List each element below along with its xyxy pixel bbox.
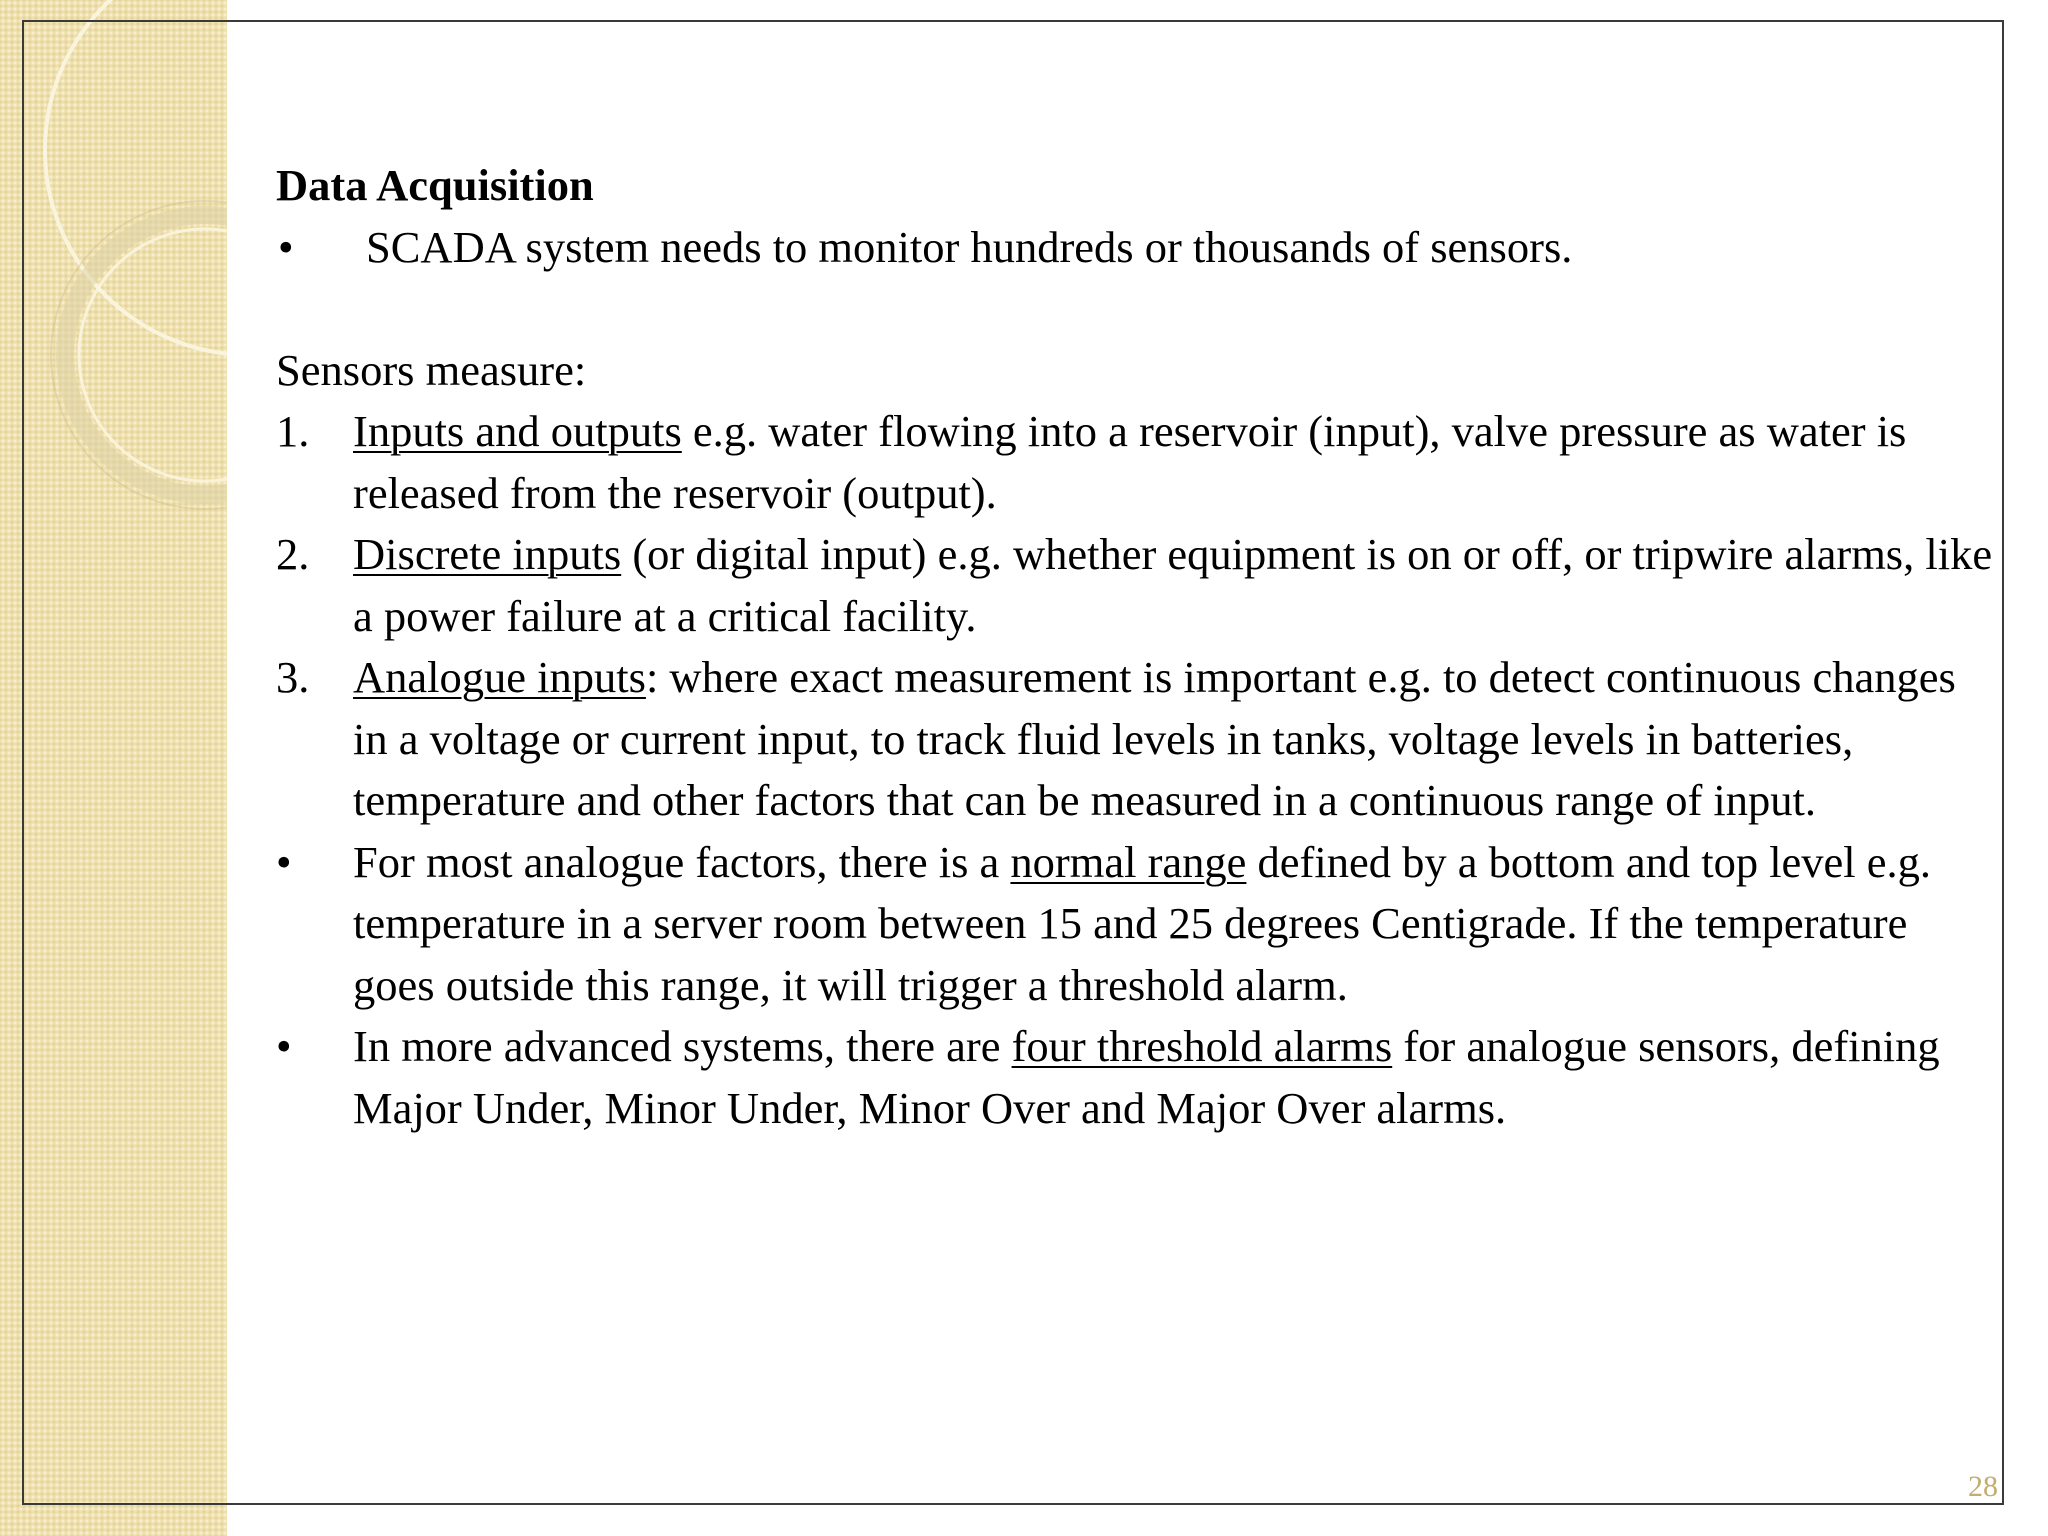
decorative-rings-graphic xyxy=(0,0,227,1536)
bullet-term: four threshold alarms xyxy=(1011,1021,1393,1071)
bullet-text-before: For most analogue factors, there is a xyxy=(353,836,1011,887)
item-text: e.g. water flowing into a reservoir (input), valve pressure as water is released from the reservoir (output). xyxy=(353,406,1907,518)
list-intro: Sensors measure: xyxy=(276,344,587,395)
bullet-text-after: defined by a bottom and top level e.g. temperature in a server room between 15 and 25 degrees Centigrade. If the temperature goes outside this range, it will trigger a threshold alarm. xyxy=(353,836,1932,1010)
slide-title: Data Acquisition xyxy=(276,160,594,210)
bullet-text-after: for analogue sensors, defining Major Under, Minor Under, Minor Over and Major Over alarms. xyxy=(353,1021,1940,1133)
item-term: Analogue inputs xyxy=(353,652,646,702)
bullet-text-before: In more advanced systems, there are xyxy=(353,1021,1012,1071)
item-term: Discrete inputs xyxy=(353,529,622,579)
bullet-term: normal range xyxy=(1010,836,1247,887)
numbered-item-2 xyxy=(276,524,1996,647)
intro-bullet-text: SCADA system needs to monitor hundreds or thousands of sensors. xyxy=(366,221,1573,272)
intro-bullet xyxy=(276,217,1996,279)
bullet-item-normal-range xyxy=(276,832,1996,1017)
item-number: 2. xyxy=(276,529,310,579)
numbered-item-1 xyxy=(276,401,1996,524)
item-text: (or digital input) e.g. whether equipment is on or off, or tripwire alarms, like a power failure at a critical facility. xyxy=(353,529,1993,641)
slide-content xyxy=(276,155,1996,1139)
item-text: : where exact measurement is important e.g. to detect continuous changes in a voltage or current input, to track fluid levels in tanks, voltage levels in batteries, temperature and other factors that can be measured in a continuous range of input. xyxy=(353,652,1956,825)
item-term: Inputs and outputs xyxy=(353,406,682,456)
decorative-sidebar xyxy=(0,0,227,1536)
bullet-marker: • xyxy=(276,1021,292,1071)
item-number: 1. xyxy=(276,406,310,456)
page-number: 28 xyxy=(1968,1470,1998,1503)
bullet-marker: • xyxy=(278,221,294,272)
bullet-item-threshold-alarms xyxy=(276,1016,1996,1139)
item-number: 3. xyxy=(276,652,310,702)
numbered-item-3 xyxy=(276,647,1996,832)
bullet-marker: • xyxy=(276,836,292,887)
